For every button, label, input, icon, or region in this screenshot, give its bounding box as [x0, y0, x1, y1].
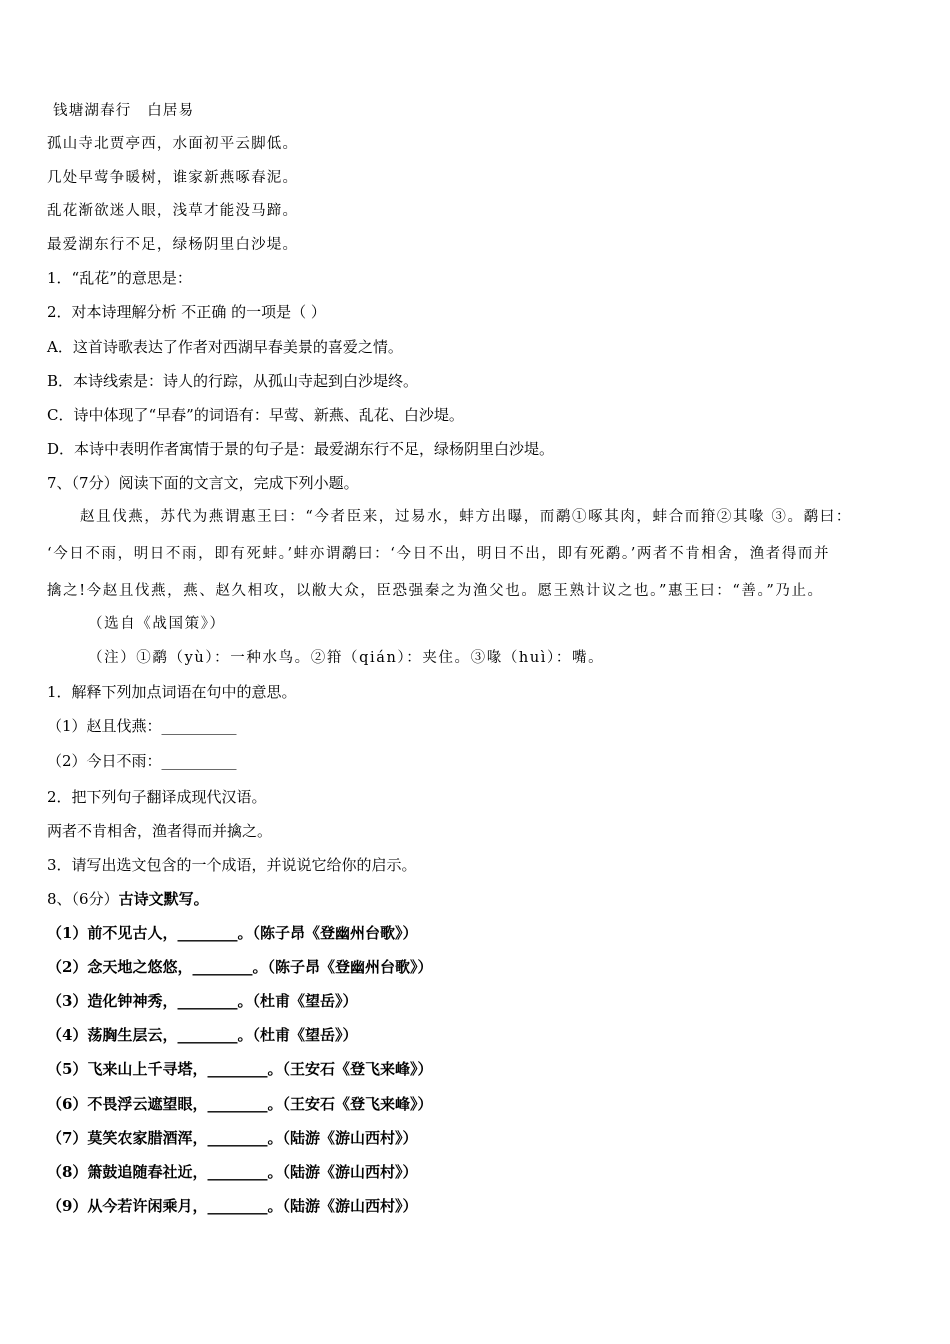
- question-8-prefix: 8、（6分）: [47, 890, 119, 908]
- option-c: C．诗中体现了“早春”的词语有：早莺、新燕、乱花、白沙堤。: [47, 406, 464, 424]
- sub-question-2-sentence: 两者不肯相舍，渔者得而并擒之。: [47, 822, 273, 840]
- recitation-item: （8）箫鼓追随春社近，________。（陆游《游山西村》）: [47, 1163, 418, 1181]
- sub-question-3: 3．请写出选文包含的一个成语，并说说它给你的启示。: [47, 856, 417, 874]
- question-2: 2．对本诗理解分析 不正确 的一项是（ ）: [47, 303, 326, 321]
- sub-question-1: 1．解释下列加点词语在句中的意思。: [47, 683, 297, 701]
- poem-line: 乱花渐欲迷人眼，浅草才能没马蹄。: [47, 203, 299, 219]
- poem-line: 孤山寺北贾亭西，水面初平云脚低。: [47, 136, 299, 152]
- recitation-item: （1）前不见古人，________。（陈子昂《登幽州台歌》）: [47, 924, 418, 942]
- passage-line: 赵且伐燕，苏代为燕谓惠王曰：“今者臣来，过易水，蚌方出曝，而鹬①啄其肉，蚌合而箝②其喙 ③。鹬曰：: [80, 509, 852, 525]
- sub-question-1-item: （1）赵且伐燕：__________: [47, 717, 237, 735]
- recitation-item: （2）念天地之悠悠，________。（陈子昂《登幽州台歌》）: [47, 958, 433, 976]
- poem-line: 几处早莺争暖树，谁家新燕啄春泥。: [47, 170, 299, 186]
- question-8-title: 古诗文默写。: [118, 890, 209, 908]
- recitation-item: （5）飞来山上千寻塔，________。（王安石《登飞来峰》）: [47, 1060, 433, 1078]
- question-8-header: [47, 889, 209, 909]
- question-1: 1．“乱花”的意思是：: [47, 269, 192, 287]
- option-d: D．本诗中表明作者寓情于景的句子是：最爱湖东行不足，绿杨阴里白沙堤。: [47, 440, 555, 458]
- recitation-item: （4）荡胸生层云，________。（杜甫《望岳》）: [47, 1026, 358, 1044]
- recitation-item: （6）不畏浮云遮望眼，________。（王安石《登飞来峰》）: [47, 1095, 433, 1113]
- option-b: B．本诗线索是：诗人的行踪，从孤山寺起到白沙堤终。: [47, 372, 419, 390]
- question-7-header: 7、（7分）阅读下面的文言文，完成下列小题。: [47, 474, 359, 492]
- passage-line: ‘今日不雨，明日不雨，即有死蚌。’蚌亦谓鹬曰：‘今日不出，明日不出，即有死鹬。’两者不肯相舍，渔者得而并: [47, 546, 831, 562]
- recitation-item: （9）从今若许闲乘月，________。（陆游《游山西村》）: [47, 1197, 418, 1215]
- sub-question-1-item: （2）今日不雨：__________: [47, 752, 237, 770]
- passage-source: （选自《战国策》）: [88, 616, 226, 632]
- poem-heading: 钱塘湖春行 白居易: [53, 103, 195, 119]
- poem-line: 最爱湖东行不足，绿杨阴里白沙堤。: [47, 237, 299, 253]
- recitation-item: （3）造化钟神秀，________。（杜甫《望岳》）: [47, 992, 358, 1010]
- passage-line: 擒之!今赵且伐燕，燕、赵久相攻，以敝大众，臣恐强秦之为渔父也。愿王熟计议之也。”惠王曰：“善。”乃止。: [47, 583, 824, 599]
- passage-note: （注）①鹬（yù）：一种水鸟。②箝（qián）：夹住。③喙（huì）：嘴。: [88, 650, 605, 666]
- option-a: A．这首诗歌表达了作者对西湖早春美景的喜爱之情。: [47, 338, 403, 356]
- recitation-item: （7）莫笑农家腊酒浑，________。（陆游《游山西村》）: [47, 1129, 418, 1147]
- sub-question-2: 2．把下列句子翻译成现代汉语。: [47, 788, 267, 806]
